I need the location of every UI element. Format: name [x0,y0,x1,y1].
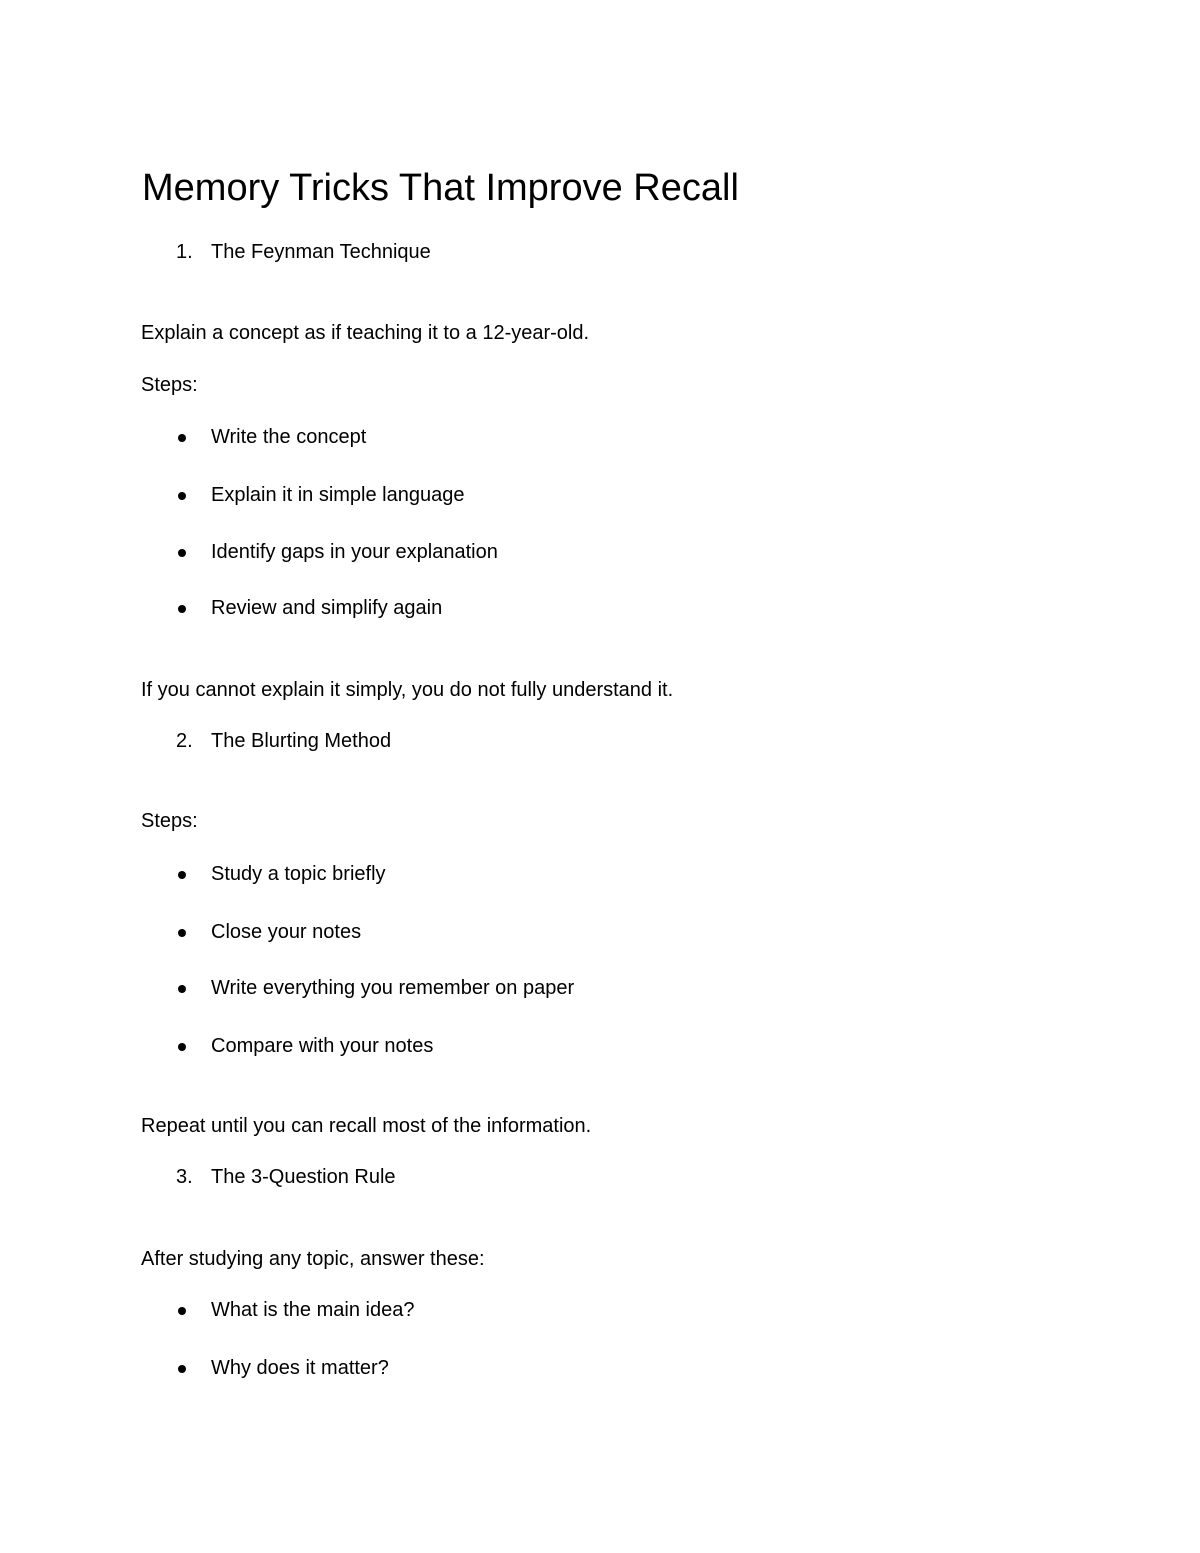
section-1-number: 1. [176,241,193,263]
list-item: Close your notes [211,921,362,943]
section-3-intro: After studying any topic, answer these: [141,1248,485,1270]
list-item: Compare with your notes [211,1035,434,1057]
bullet-icon [178,549,186,557]
bullet-icon [178,1043,186,1051]
bullet-icon [178,434,186,442]
section-1-heading: The Feynman Technique [211,241,431,263]
section-1-outro: If you cannot explain it simply, you do not fully understand it. [141,679,674,701]
list-item: Write the concept [211,426,367,448]
list-item: Write everything you remember on paper [211,977,575,999]
bullet-icon [178,929,186,937]
section-2-steps-label: Steps: [141,810,198,832]
bullet-icon [178,1365,186,1373]
section-2-outro: Repeat until you can recall most of the information. [141,1115,592,1137]
list-item: Why does it matter? [211,1357,389,1379]
bullet-icon [178,1307,186,1315]
list-item: Explain it in simple language [211,484,465,506]
section-1-steps-label: Steps: [141,374,198,396]
bullet-icon [178,605,186,613]
section-1-intro: Explain a concept as if teaching it to a 12-year-old. [141,322,590,344]
page-title: Memory Tricks That Improve Recall [142,167,739,209]
bullet-icon [178,492,186,500]
section-3-number: 3. [176,1166,193,1188]
section-2-heading: The Blurting Method [211,730,392,752]
list-item: What is the main idea? [211,1299,415,1321]
list-item: Review and simplify again [211,597,443,619]
bullet-icon [178,985,186,993]
bullet-icon [178,871,186,879]
section-3-heading: The 3-Question Rule [211,1166,396,1188]
list-item: Identify gaps in your explanation [211,541,498,563]
list-item: Study a topic briefly [211,863,386,885]
section-2-number: 2. [176,730,193,752]
